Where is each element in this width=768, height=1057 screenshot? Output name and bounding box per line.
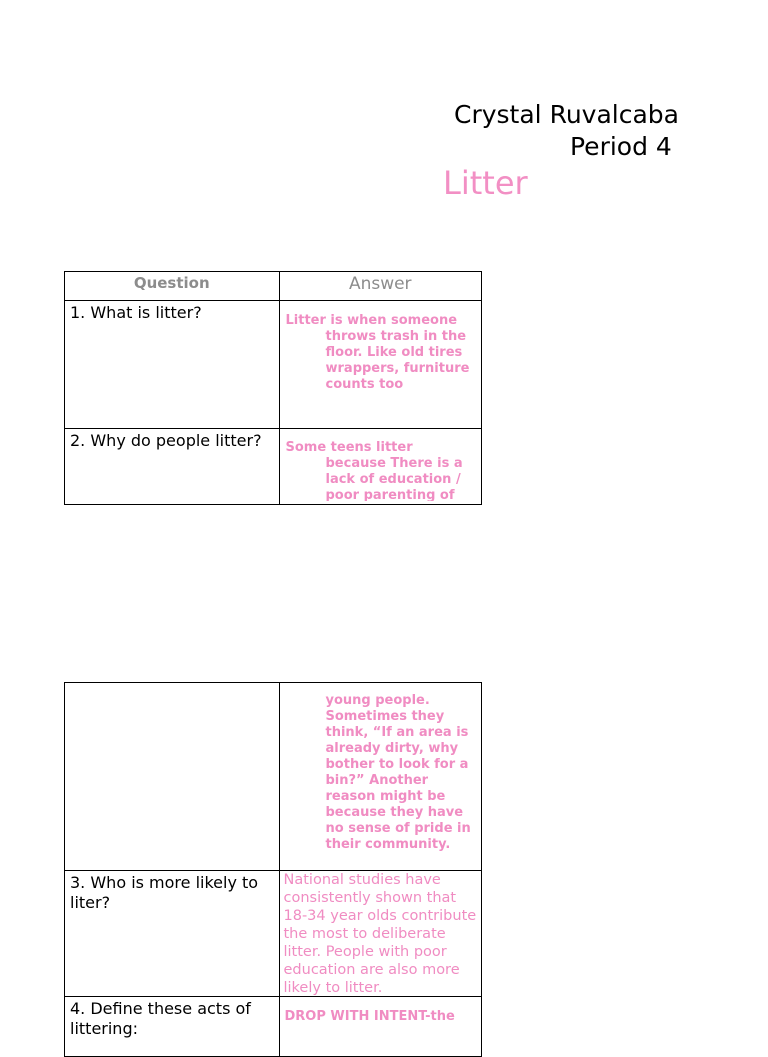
table-row <box>65 871 482 997</box>
table-row <box>65 997 482 1057</box>
table-row <box>65 683 482 871</box>
author-name: Crystal Ruvalcaba <box>454 100 679 129</box>
table-row <box>65 301 482 429</box>
qa-table-page-1 <box>64 271 482 505</box>
answer-text: Some teens litter because There is a lack of education / poor parenting of <box>285 440 463 501</box>
answer-text: DROP WITH INTENT-the <box>284 1009 455 1024</box>
table-header-row <box>65 272 482 301</box>
question-cell <box>65 683 280 871</box>
question-cell: 4. Define these acts of littering: <box>65 997 280 1057</box>
answer-cell <box>279 871 482 997</box>
answer-text: Litter is when someone throws trash in the floor. Like old tires wrappers, furniture counts too <box>285 313 470 392</box>
document-title: Litter <box>443 164 528 202</box>
answer-cell <box>279 997 482 1057</box>
qa-table-page-2 <box>64 682 482 1057</box>
column-header-question: Question <box>65 272 280 301</box>
table-row <box>65 429 482 505</box>
answer-cell <box>279 683 482 871</box>
answer-cell <box>279 429 482 505</box>
page-header <box>0 0 768 220</box>
question-cell: 1. What is litter? <box>65 301 280 429</box>
question-cell: 3. Who is more likely to liter? <box>65 871 280 997</box>
answer-cell <box>279 301 482 429</box>
column-header-answer: Answer <box>279 272 482 301</box>
class-period: Period 4 <box>570 132 672 161</box>
question-cell: 2. Why do people litter? <box>65 429 280 505</box>
answer-text: National studies have consistently shown that 18-34 year olds contribute the most to deliberate litter. People with poor education are also more likely to litter. <box>283 872 477 996</box>
answer-text: young people. Sometimes they think, “If an area is already dirty, why bother to look for a bin?” Another reason might be because they have no sense of pride in their community. <box>325 693 471 852</box>
